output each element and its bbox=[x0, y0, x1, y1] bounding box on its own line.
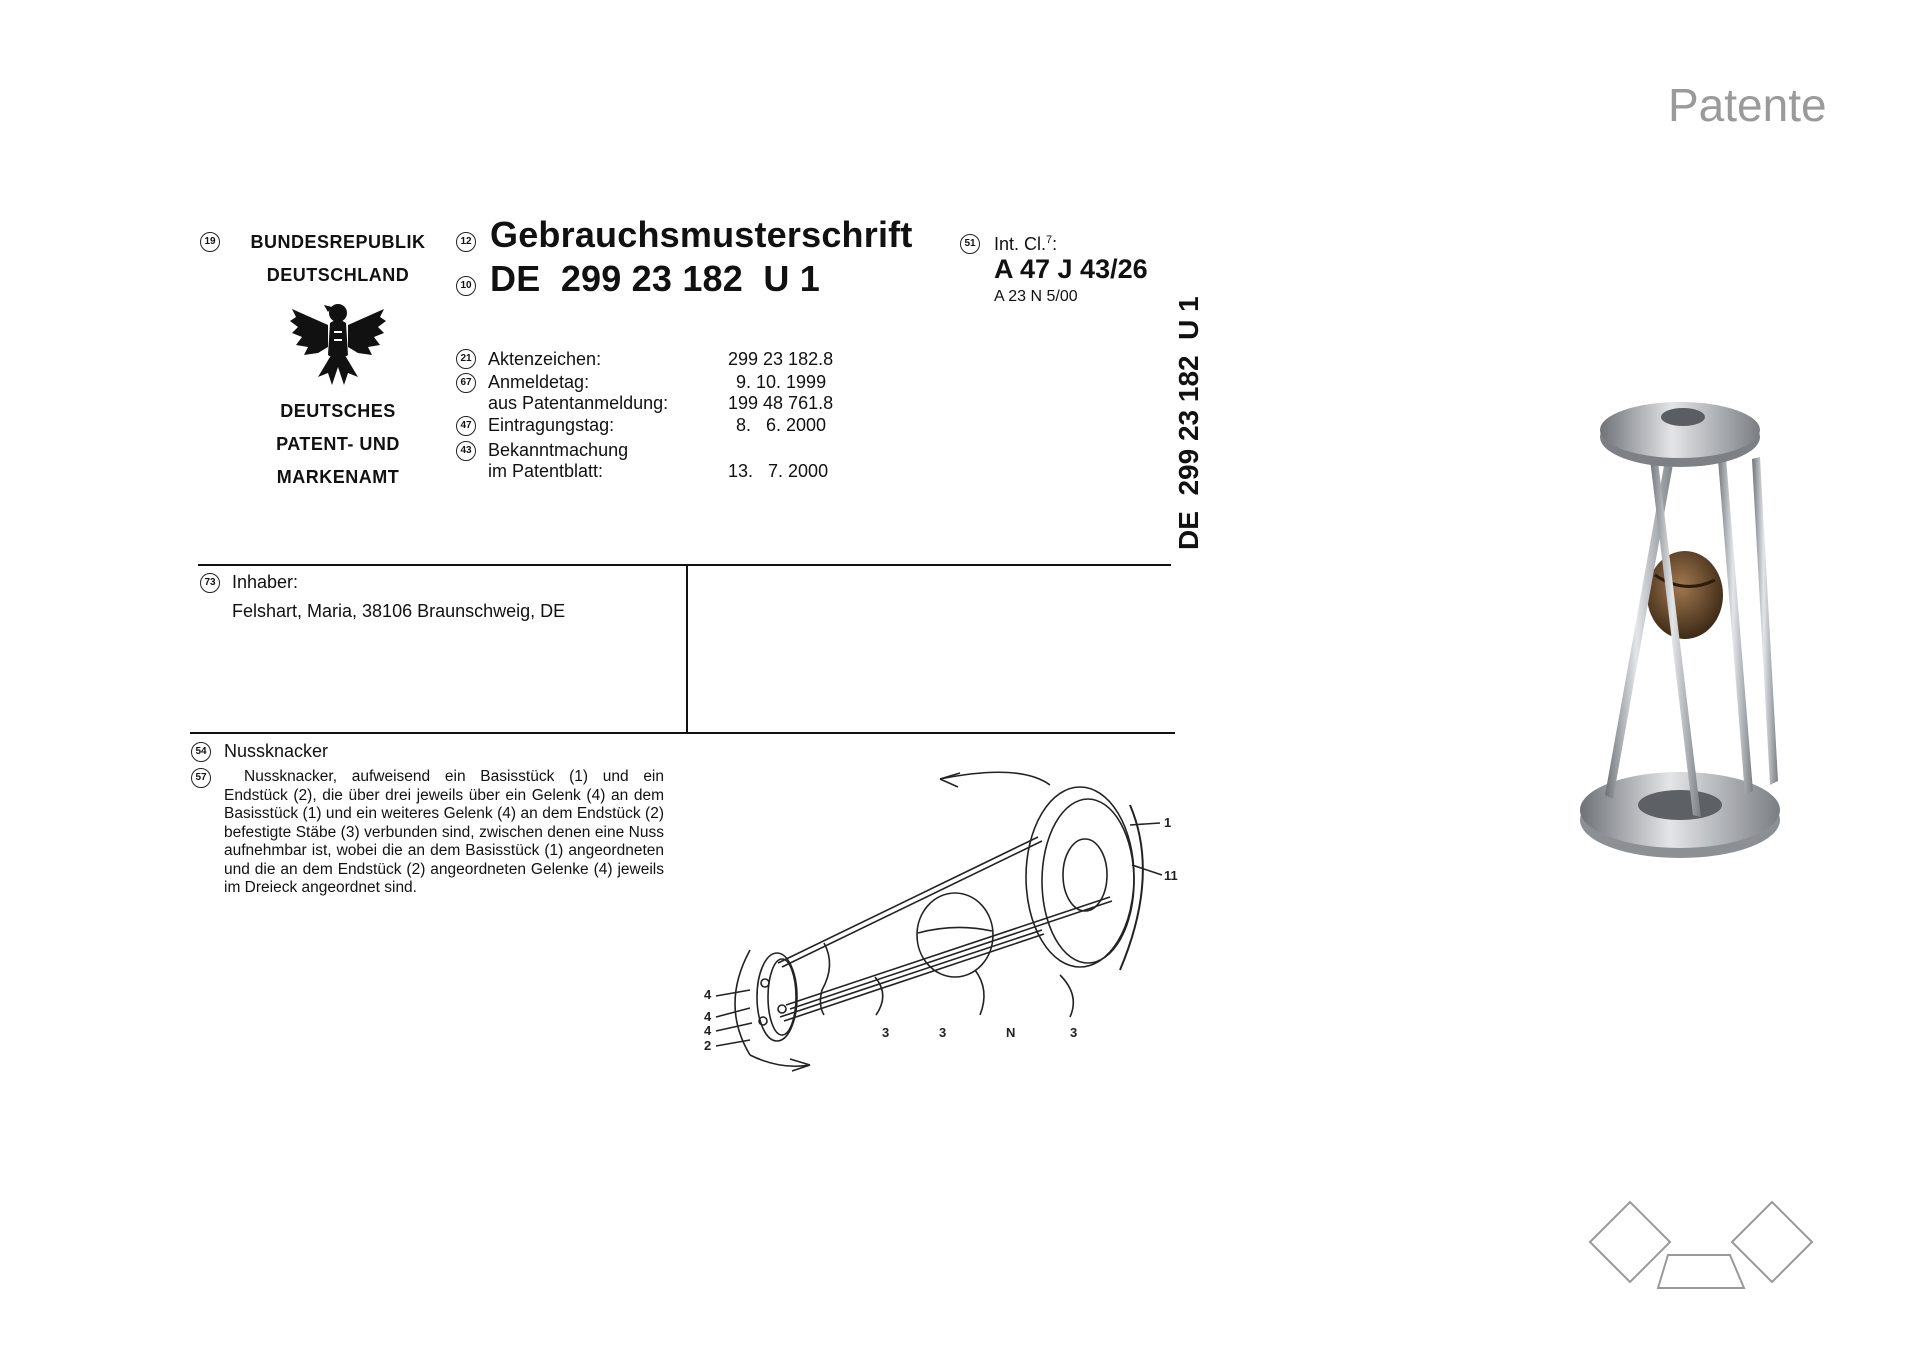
field-value-patentblatt: 13. 7. 2000 bbox=[728, 461, 829, 481]
field-label-patentblatt: im Patentblatt: bbox=[488, 461, 604, 481]
top-rule bbox=[198, 564, 1171, 566]
invention-title: Nussknacker bbox=[224, 741, 329, 761]
field-label-patentanmeldung: aus Patentanmeldung: bbox=[488, 393, 669, 413]
home-page-icon[interactable] bbox=[1658, 1255, 1744, 1288]
inid-code-54: 54 bbox=[191, 742, 211, 762]
vertical-rule bbox=[686, 564, 688, 734]
field-value-anmeldetag: 9. 10. 1999 bbox=[736, 372, 827, 392]
country-line-2: DEUTSCHLAND bbox=[266, 265, 410, 285]
field-value-patentanmeldung: 199 48 761.8 bbox=[728, 393, 834, 413]
int-cl-label: Int. Cl.$^7$: bbox=[994, 234, 1058, 254]
inid-code-43: 43 bbox=[456, 441, 476, 461]
field-label-anmeldetag: Anmeldetag: bbox=[488, 372, 590, 392]
drawing-label-4a: 4 bbox=[704, 987, 712, 1002]
inid-code-12: 12 bbox=[456, 232, 476, 252]
int-cl-secondary: A 23 N 5/00 bbox=[994, 288, 1078, 305]
drawing-label-3b: 3 bbox=[939, 1025, 947, 1040]
inid-code-67: 67 bbox=[456, 373, 476, 393]
inid-code-51: 51 bbox=[960, 234, 980, 254]
nutcracker-technical-drawing bbox=[690, 765, 1190, 1075]
office-line-2: PATENT- UND bbox=[276, 434, 400, 454]
document-type: Gebrauchsmusterschrift bbox=[490, 214, 913, 255]
drawing-label-3a: 3 bbox=[882, 1025, 890, 1040]
drawing-label-3c: 3 bbox=[1070, 1025, 1078, 1040]
prev-page-icon[interactable] bbox=[1590, 1202, 1670, 1282]
drawing-label-group bbox=[704, 815, 1178, 1053]
inid-code-19: 19 bbox=[200, 232, 220, 252]
field-label-bekanntmachung: Bekanntmachung bbox=[488, 440, 629, 460]
field-label-eintragungstag: Eintragungstag: bbox=[488, 415, 615, 435]
page-title: Patente bbox=[1668, 79, 1827, 131]
field-label-aktenzeichen: Aktenzeichen: bbox=[488, 349, 602, 369]
office-line-3: MARKENAMT bbox=[276, 467, 400, 487]
field-value-eintragungstag: 8. 6. 2000 bbox=[736, 415, 827, 435]
abstract-text: Nussknacker, aufweisend ein Basisstück (1) und ein Endstück (2), die über drei jeweils über ein Gelenk (4) an dem Basisstück (1) und ein weiteres Gelenk (4) an dem Endstück (2) befestigte Stäbe (3) verbunden sind, zwischen denen eine Nuss aufnehmbar ist, wobei die an dem Basisstück (1) angeordneten und die an dem Endstück (2) angeordneten Gelenke (4) jeweils im Dreieck angeordnet sind. bbox=[224, 768, 664, 896]
drawing-label-1: 1 bbox=[1164, 815, 1172, 830]
inid-code-57: 57 bbox=[191, 768, 211, 788]
owner-value: Felshart, Maria, 38106 Braunschweig, DE bbox=[232, 601, 566, 621]
drawing-label-11: 11 bbox=[1164, 868, 1178, 883]
int-cl-main: A 47 J 43/26 bbox=[994, 254, 1148, 284]
navigation-shapes bbox=[1588, 1200, 1828, 1300]
nutcracker-product-image bbox=[1575, 375, 1785, 865]
field-value-aktenzeichen: 299 23 182.8 bbox=[728, 349, 834, 369]
document-number: DE 299 23 182 U 1 bbox=[490, 258, 821, 299]
drawing-label-n: N bbox=[1006, 1025, 1016, 1040]
inid-code-21: 21 bbox=[456, 349, 476, 369]
drawing-label-4c: 4 bbox=[704, 1023, 712, 1038]
office-line-1: DEUTSCHES bbox=[280, 401, 396, 421]
owner-label: Inhaber: bbox=[232, 572, 299, 592]
vertical-document-number: DE 299 23 182 U 1 bbox=[1173, 296, 1204, 550]
bottom-rule bbox=[190, 732, 1175, 734]
inid-code-47: 47 bbox=[456, 416, 476, 436]
inid-code-10: 10 bbox=[456, 276, 476, 296]
inid-code-73: 73 bbox=[200, 573, 220, 593]
drawing-label-4b: 4 bbox=[704, 1009, 712, 1024]
federal-eagle-icon bbox=[288, 297, 388, 389]
next-page-icon[interactable] bbox=[1732, 1202, 1812, 1282]
drawing-label-2: 2 bbox=[704, 1038, 712, 1053]
country-line-1: BUNDESREPUBLIK bbox=[250, 232, 426, 252]
